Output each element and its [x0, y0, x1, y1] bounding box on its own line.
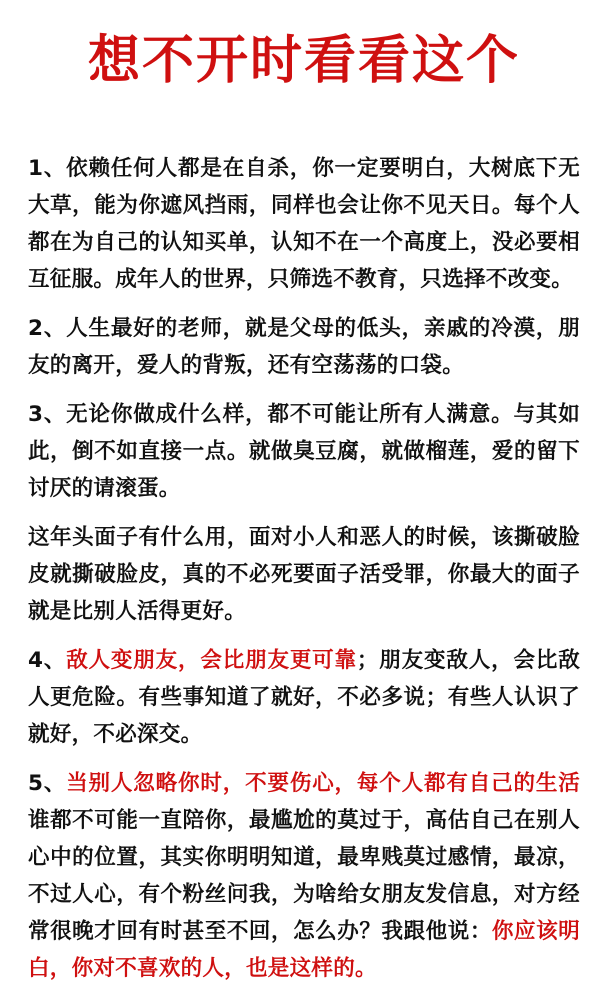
paragraph-text: 3、无论你做成什么样，都不可能让所有人满意。与其如此，倒不如直接一点。就做臭豆腐，就做榴莲，爱的留下讨厌的请滚蛋。	[28, 402, 580, 501]
paragraph-face	[28, 519, 580, 630]
highlight-text: 你应该明白，你对不喜欢的人，也是这样的。	[28, 919, 580, 981]
highlight-text: 当别人忽略你时，不要伤心，每个人都有自己的生活	[66, 771, 580, 796]
paragraph-3	[28, 396, 580, 507]
paragraph-number: 5、	[28, 771, 67, 796]
paragraph-text: 1、依赖任何人都是在自杀，你一定要明白，大树底下无大草，能为你遮风挡雨，同样也会让你不见天日。每个人都在为自己的认知买单，认知不在一个高度上，没必要相互征服。成年人的世界，只筛选不教育，只选择不改变。	[28, 156, 580, 292]
paragraph-text: 2、人生最好的老师，就是父母的低头，亲戚的冷漠，朋友的离开，爱人的背叛，还有空荡荡的口袋。	[28, 316, 580, 378]
article-body	[28, 150, 580, 987]
page-title: 想不开时看看这个	[87, 31, 520, 91]
paragraph-5	[28, 765, 580, 987]
paragraph-text: 谁都不可能一直陪你，最尴尬的莫过于，高估自己在别人心中的位置，其实你明明知道，最卑贱莫过感情，最凉，不过人心，有个粉丝问我，为啥给女朋友发信息，对方经常很晚才回有时甚至不回，怎么办？我跟他说：	[28, 808, 580, 944]
paragraph-4	[28, 642, 580, 753]
paragraph-text: ；朋友变敌人，会比敌人更危险。有些事知道了就好，不必多说；有些人认识了就好，不必深交。	[28, 648, 580, 747]
paragraph-text: 这年头面子有什么用，面对小人和恶人的时候，该撕破脸皮就撕破脸皮，真的不必死要面子活受罪，你最大的面子就是比别人活得更好。	[28, 525, 580, 624]
highlight-text: 敌人变朋友，会比朋友更可靠	[66, 648, 357, 673]
paragraph-number: 4、	[28, 648, 67, 673]
paragraph-1	[28, 150, 580, 298]
paragraph-2	[28, 310, 580, 384]
